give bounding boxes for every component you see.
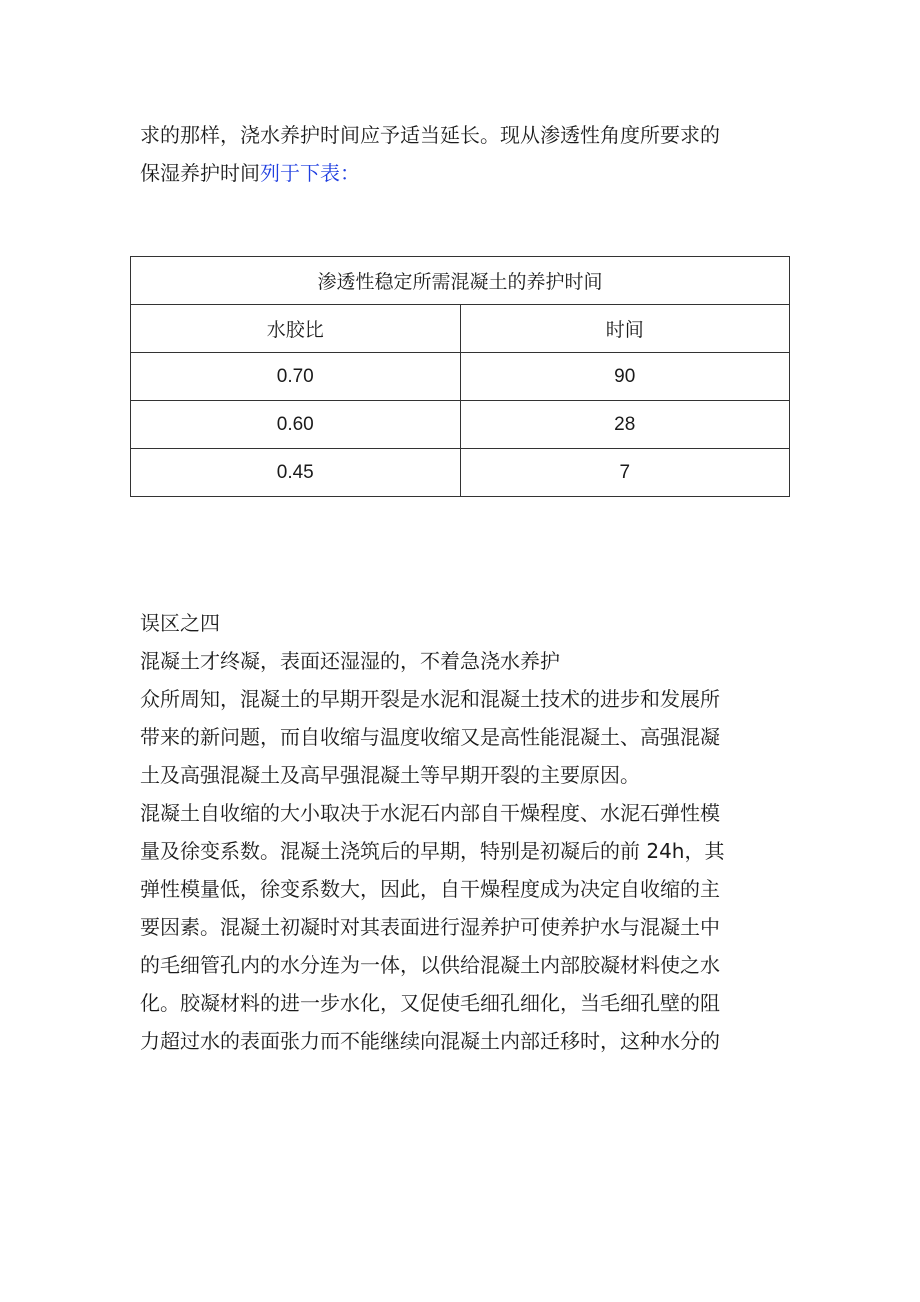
para2-line: 要因素。混凝土初凝时对其表面进行湿养护可使养护水与混凝土中 <box>140 915 720 939</box>
table-row <box>131 449 790 497</box>
para1-line: 众所周知，混凝土的早期开裂是水泥和混凝土技术的进步和发展所 <box>140 687 720 711</box>
para1-line: 土及高强混凝土及高早强混凝土等早期开裂的主要原因。 <box>140 763 640 787</box>
time-cell: 28 <box>460 401 790 449</box>
header-water-binder-ratio: 水胶比 <box>131 305 461 353</box>
section-subheading: 混凝土才终凝，表面还湿湿的，不着急浇水养护 <box>140 649 560 673</box>
para2-line: 弹性模量低，徐变系数大，因此，自干燥程度成为决定自收缩的主 <box>140 877 720 901</box>
para2-line: 力超过水的表面张力而不能继续向混凝土内部迁移时，这种水分的 <box>140 1029 720 1053</box>
ratio-cell: 0.60 <box>131 401 461 449</box>
ratio-cell: 0.70 <box>131 353 461 401</box>
para1-line: 带来的新问题，而自收缩与温度收缩又是高性能混凝土、高强混凝 <box>140 725 720 749</box>
table-reference-link[interactable]: 列于下表： <box>260 161 360 185</box>
intro-line-2 <box>140 154 780 192</box>
ratio-cell: 0.45 <box>131 449 461 497</box>
table-title: 渗透性稳定所需混凝土的养护时间 <box>131 257 790 305</box>
intro-line-1: 求的那样，浇水养护时间应予适当延长。现从渗透性角度所要求的 <box>140 123 720 147</box>
table-row <box>131 353 790 401</box>
section-heading: 误区之四 <box>140 611 220 635</box>
header-time: 时间 <box>460 305 790 353</box>
section-body <box>140 604 780 1060</box>
intro-paragraph <box>140 116 780 192</box>
table-row <box>131 401 790 449</box>
para2-line: 量及徐变系数。混凝土浇筑后的早期，特别是初凝后的前 24h，其 <box>140 839 725 863</box>
time-cell: 7 <box>460 449 790 497</box>
time-cell: 90 <box>460 353 790 401</box>
intro-line-2-text: 保湿养护时间 <box>140 161 260 185</box>
para2-line: 化。胶凝材料的进一步水化，又促使毛细孔细化，当毛细孔壁的阻 <box>140 991 720 1015</box>
para2-line: 混凝土自收缩的大小取决于水泥石内部自干燥程度、水泥石弹性模 <box>140 801 720 825</box>
curing-time-table <box>130 256 790 497</box>
para2-line: 的毛细管孔内的水分连为一体，以供给混凝土内部胶凝材料使之水 <box>140 953 720 977</box>
